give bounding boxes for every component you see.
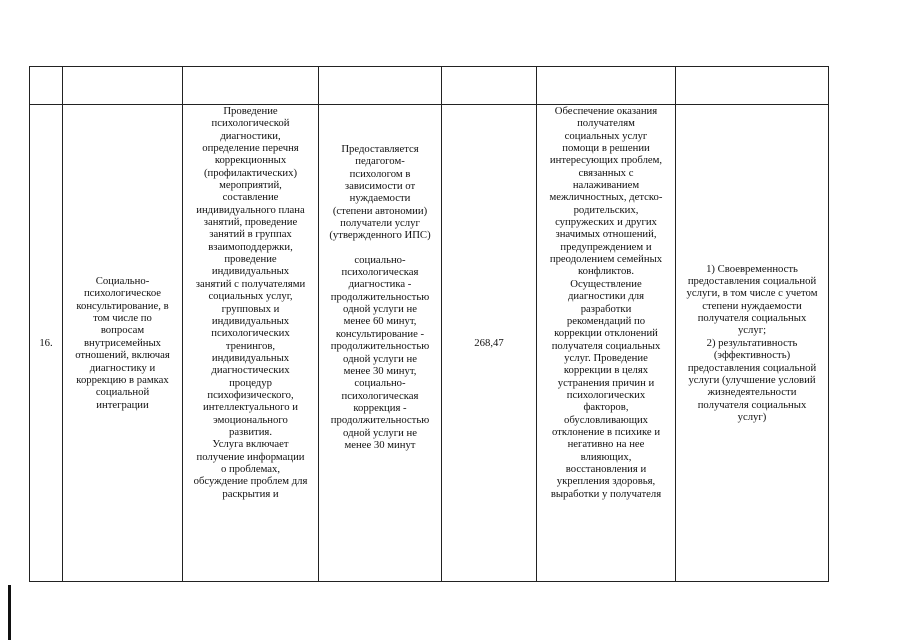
services-table xyxy=(29,66,829,582)
service-requirements-p2: социально- психологическая диагностика - продолжительностью одной услуги не менее 60 минут, консультирование - продолжительностью одной услуги не менее 30 минут, социально- психологическая коррекция - продолжительностью одной услуги не менее 30 минут xyxy=(330,253,430,451)
service-conditions-cell xyxy=(537,105,676,582)
row-number: 16. xyxy=(39,336,53,349)
empty-cell xyxy=(30,67,63,105)
empty-cell xyxy=(537,67,676,105)
empty-cell xyxy=(319,67,442,105)
quality-indicators: 1) Своевременность предоставления социальной услуги, в том числе с учетом степени нуждаемости получателя социальных услуг; 2) результативность (эффективность) предоставления социальной услуги (улучшение условий жизнедеятельности получателя социальных услуг) xyxy=(686,262,818,423)
service-description-cell xyxy=(183,105,319,582)
service-description-p1: Проведение психологической диагностики, определение перечня коррекционных (профилактических) мероприятий, составление индивидуального плана занятий, проведение занятий в группах взаимоподдержки, проведение индивидуальных занятий с получателями социальных услуг, групповых и индивидуальных психологических тренингов, индивидуальных диагностических процедур психофизического, интеллектуального и эмоционального развития. xyxy=(195,105,306,438)
empty-cell xyxy=(63,67,183,105)
service-requirements-cell xyxy=(319,105,442,582)
service-name-cell xyxy=(63,105,183,582)
scan-edge-mark xyxy=(8,585,11,640)
empty-cell xyxy=(676,67,829,105)
empty-cell xyxy=(183,67,319,105)
table-row-empty xyxy=(30,67,829,105)
table-row-16 xyxy=(30,105,829,582)
service-conditions-p1: Обеспечение оказания получателям социальных услуг помощи в решении интересующих проблем, связанных с налаживанием межличностных, детско- родительских, супружеских и других значимых отношений, предупреждением и преодолением семейных конфликтов. xyxy=(549,105,663,278)
tariff-cell xyxy=(442,105,537,582)
service-name: Социально- психологическое консультирование, в том числе по вопросам внутрисемейных отношений, включая диагностику и коррекцию в рамках социальной интеграции xyxy=(75,275,170,411)
tariff-value: 268,47 xyxy=(474,336,504,349)
row-number-cell xyxy=(30,105,63,582)
service-conditions-p2: Осуществление диагностики для разработки рекомендаций по коррекции отклонений получателя социальных услуг. Проведение коррекции в целях устранения причин и психологических факторов, обусловливающих отклонение в психике и негативно на нее влияющих, восстановления и укрепления здоровья, выработки у получателя xyxy=(550,277,662,500)
service-requirements-p1: Предоставляется педагогом- психологом в зависимости от нуждаемости (степени автономии) получатели услуг (утвержденного ИПС) xyxy=(329,143,431,242)
service-description-p2: Услуга включает получение информации о проблемах, обсуждение проблем для раскрытия и xyxy=(193,438,308,500)
quality-indicators-cell xyxy=(676,105,829,582)
empty-cell xyxy=(442,67,537,105)
